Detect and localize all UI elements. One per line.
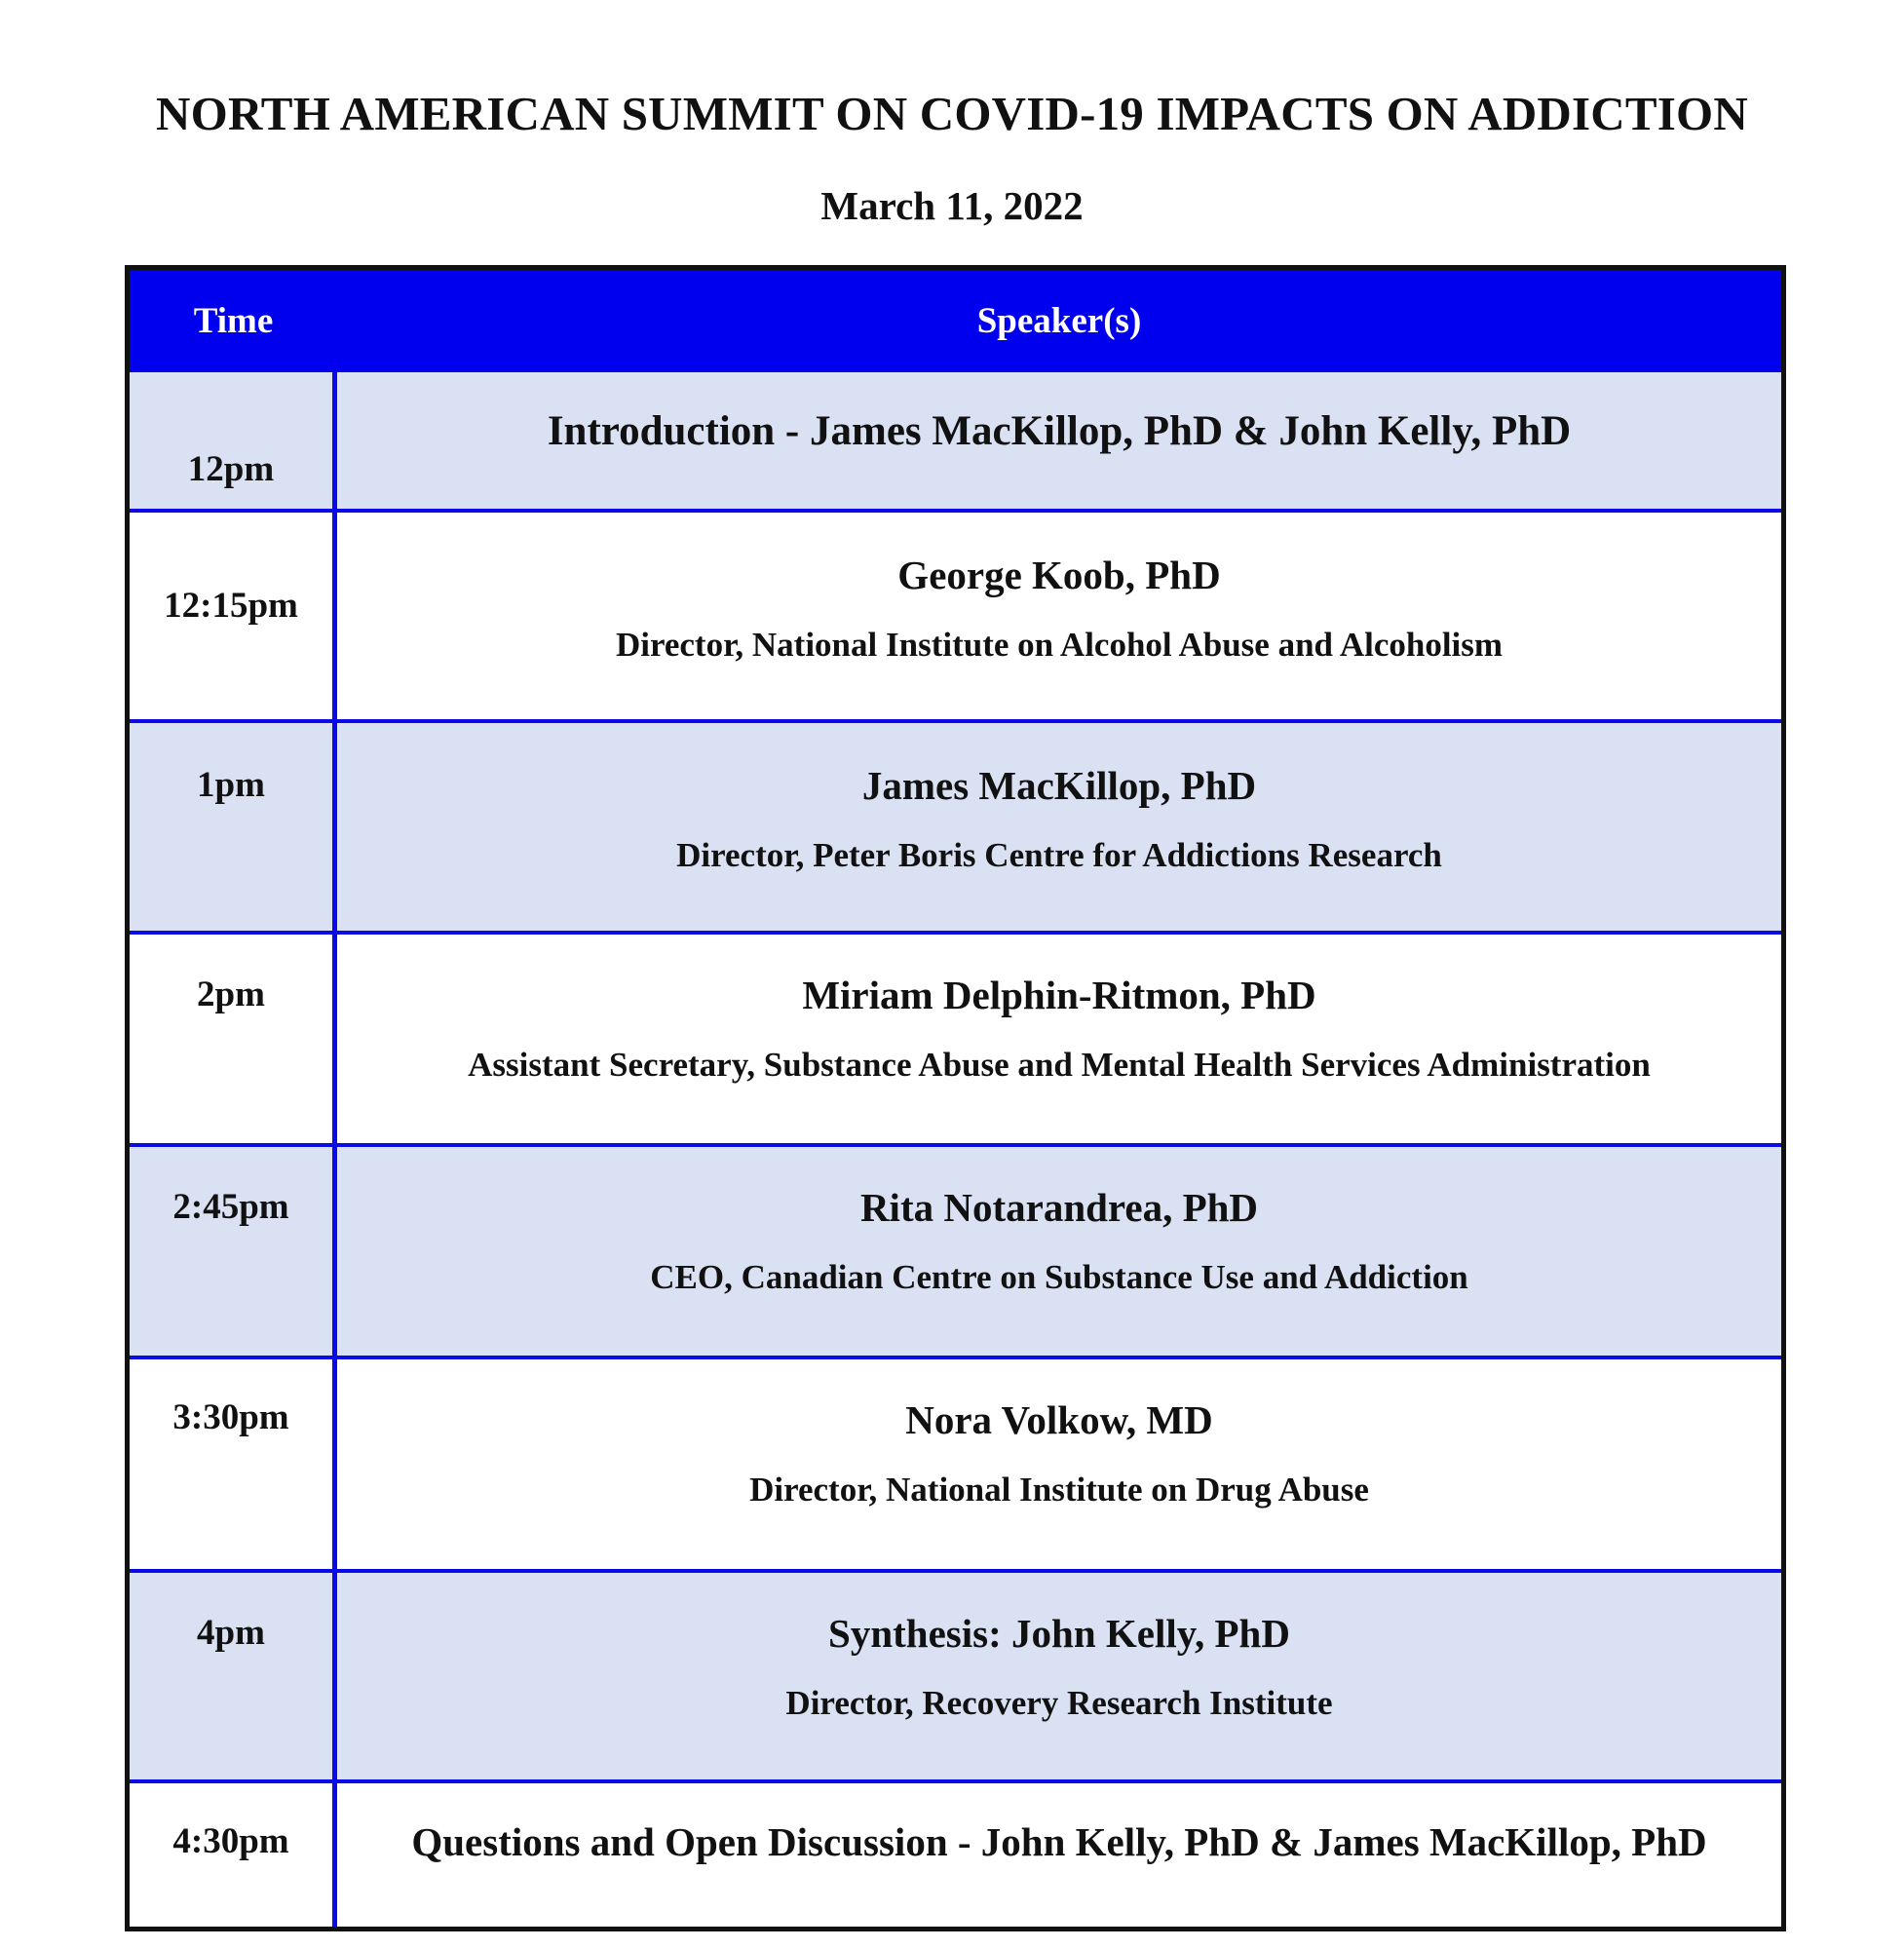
- speaker-name: George Koob, PhD: [897, 553, 1221, 597]
- table-row: [130, 1147, 1781, 1359]
- time-cell: [130, 1147, 337, 1356]
- speaker-name: Rita Notarandrea, PhD: [859, 1185, 1259, 1230]
- speaker-name: Questions and Open Discussion - John Kelly, PhD & James MacKillop, PhD: [411, 1819, 1707, 1864]
- header-speakers: Speaker(s): [976, 301, 1142, 341]
- speaker-name: Nora Volkow, MD: [905, 1397, 1213, 1442]
- time-label: 4:30pm: [172, 1821, 289, 1861]
- table-row: [130, 372, 1781, 513]
- speaker-name: Synthesis: John Kelly, PhD: [828, 1611, 1290, 1656]
- speaker-cell: [337, 1147, 1781, 1356]
- speaker-cell: [337, 1359, 1781, 1569]
- speaker-role: Director, Peter Boris Centre for Addictions Research: [676, 836, 1442, 874]
- time-cell: [130, 1573, 337, 1779]
- table-row: [130, 1359, 1781, 1573]
- table-row: [130, 723, 1781, 935]
- speaker-role: Assistant Secretary, Substance Abuse and Mental Health Services Administration: [468, 1046, 1651, 1084]
- speaker-role: CEO, Canadian Centre on Substance Use and Addiction: [650, 1258, 1468, 1296]
- time-label: 12pm: [187, 449, 275, 489]
- time-cell: [130, 1359, 337, 1569]
- speaker-cell: [337, 372, 1781, 509]
- document-title: NORTH AMERICAN SUMMIT ON COVID-19 IMPACTS ON ADDICTION: [156, 87, 1748, 140]
- time-cell: [130, 513, 337, 719]
- time-label: 4pm: [197, 1613, 265, 1653]
- time-cell: [130, 723, 337, 931]
- speaker-name: Introduction - James MacKillop, PhD & John Kelly, PhD: [547, 408, 1572, 454]
- time-cell: [130, 935, 337, 1143]
- table-header-row: [130, 270, 1781, 377]
- time-label: 3:30pm: [172, 1397, 289, 1437]
- schedule-table: [125, 265, 1786, 1931]
- speaker-cell: [337, 723, 1781, 931]
- speaker-name: James MacKillop, PhD: [861, 763, 1257, 808]
- speaker-role: Director, Recovery Research Institute: [785, 1684, 1333, 1722]
- speaker-name: Miriam Delphin-Ritmon, PhD: [802, 973, 1316, 1017]
- time-label: 12:15pm: [164, 586, 298, 626]
- time-cell: [130, 1783, 337, 1927]
- header-time: Time: [193, 301, 274, 341]
- time-label: 1pm: [197, 765, 265, 805]
- table-row: [130, 513, 1781, 723]
- table-row: [130, 1783, 1781, 1927]
- speaker-role: Director, National Institute on Drug Abuse: [749, 1471, 1369, 1509]
- speaker-cell: [337, 1573, 1781, 1779]
- time-label: 2pm: [197, 974, 265, 1014]
- document-date: March 11, 2022: [820, 183, 1084, 228]
- speaker-cell: [337, 1783, 1781, 1927]
- time-cell: [130, 372, 337, 509]
- speaker-cell: [337, 513, 1781, 719]
- time-label: 2:45pm: [172, 1187, 289, 1227]
- speaker-role: Director, National Institute on Alcohol Abuse and Alcoholism: [615, 626, 1504, 664]
- table-row: [130, 935, 1781, 1147]
- table-row: [130, 1573, 1781, 1783]
- speaker-cell: [337, 935, 1781, 1143]
